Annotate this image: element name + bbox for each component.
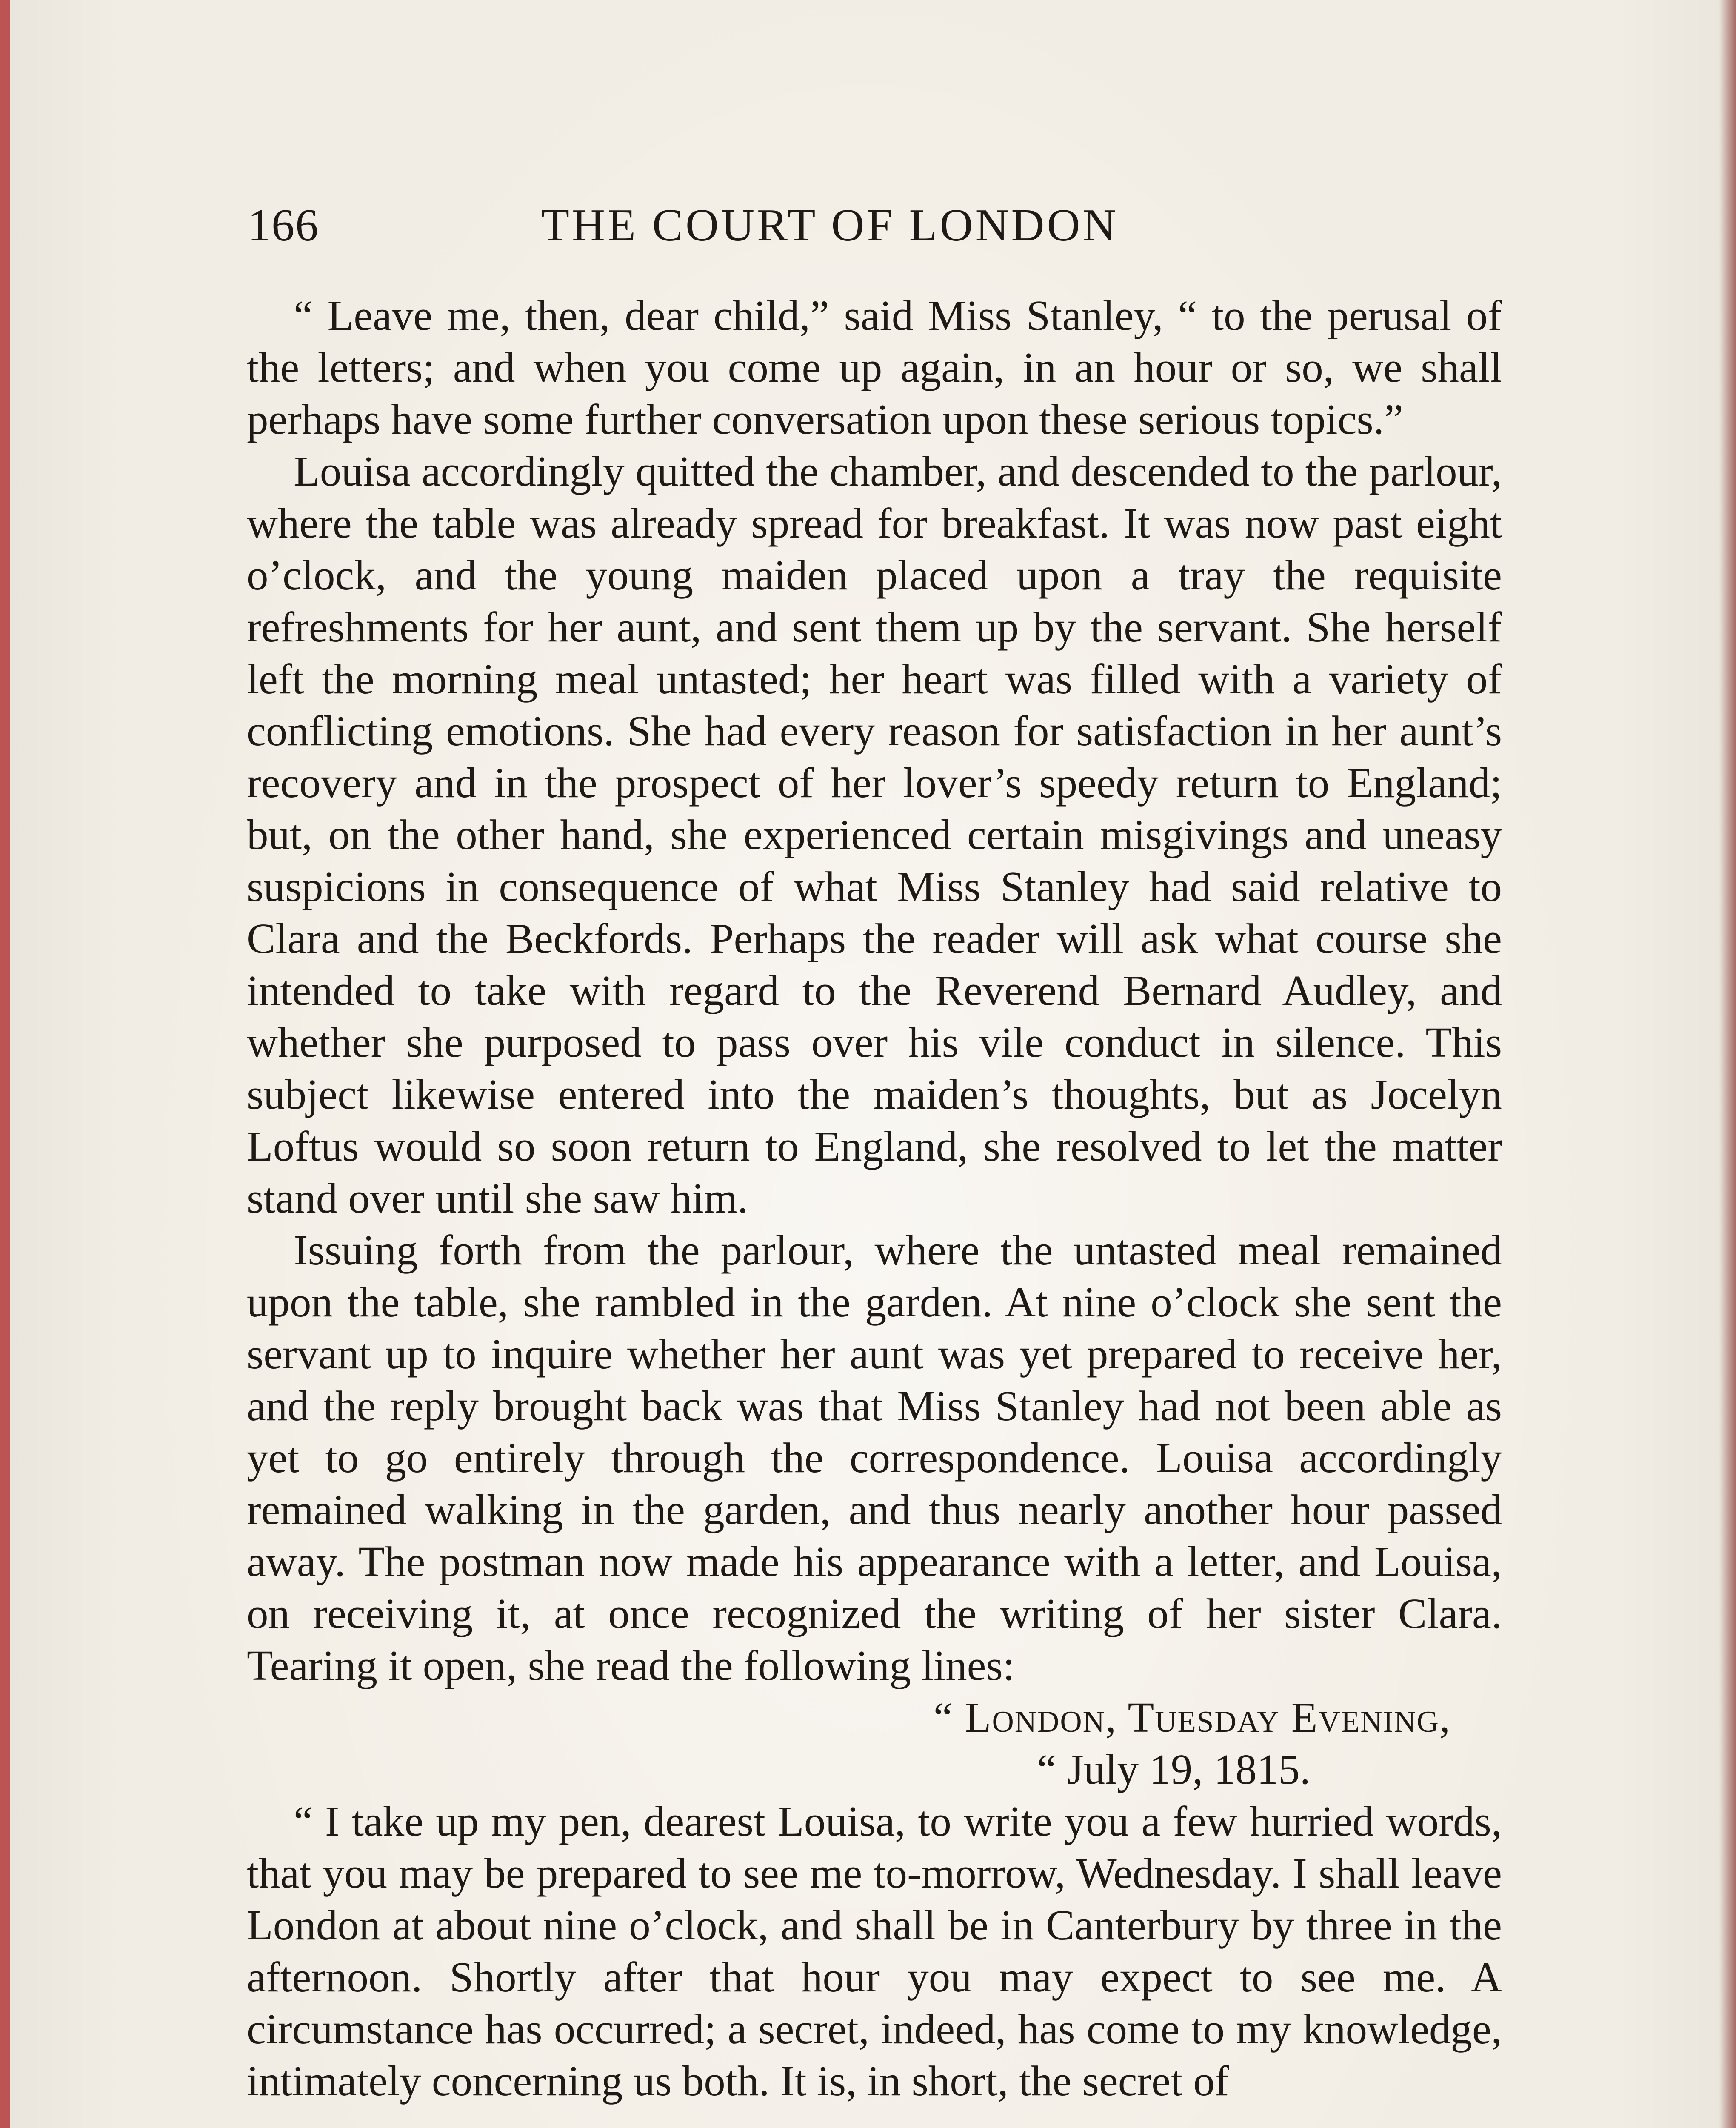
letter-dateline-place	[247, 1691, 1502, 1743]
letter-dateline-date: “ July 19, 1815.	[1037, 1745, 1311, 1793]
body-text	[247, 289, 1502, 2107]
page-number: 166	[248, 200, 319, 251]
running-title: THE COURT OF LONDON	[541, 200, 1119, 251]
paragraph: Issuing forth from the parlour, where the untasted meal remained upon the table, she rambled in the garden. At nine o’clock she sent the servant up to inquire whether her aunt was yet prepared to receive her, and the reply brought back was that Miss Stanley had not been able as yet to go entirely through the correspondence. Louisa accordingly remained walking in the garden, and thus nearly another hour passed away. The postman now made his appearance with a letter, and Louisa, on receiving it, at once recognized the writing of her sister Clara. Tearing it open, she read the following lines:	[247, 1226, 1502, 1689]
letter-dateline-place-text: “ London, Tuesday Evening,	[933, 1693, 1451, 1741]
letter-opening-paragraph: “ I take up my pen, dearest Louisa, to write you a few hurried words, that you may be prepared to see me to-morrow, Wednesday. I shall leave London at about nine o’clock, and shall be in Canterbury by three in the afternoon. Shortly after that hour you may expect to see me. A circumstance has occurred; a secret, indeed, has come to my knowledge, intimately concerning us both. It is, in short, the secret of	[247, 1797, 1502, 2105]
page-edge-right	[1719, 0, 1736, 2128]
page-edge-left	[0, 0, 10, 2128]
paragraph: “ Leave me, then, dear child,” said Miss Stanley, “ to the perusal of the letters; and when you come up again, in an hour or so, we shall perhaps have some further conversation upon these serious topics.”	[247, 292, 1502, 443]
page-header	[248, 196, 1499, 255]
paragraph: Louisa accordingly quitted the chamber, and descended to the parlour, where the table was already spread for breakfast. It was now past eight o’clock, and the young maiden placed upon a tray the requisite refreshments for her aunt, and sent them up by the servant. She herself left the morning meal untasted; her heart was filled with a variety of conflicting emotions. She had every reason for satisfaction in her aunt’s recovery and in the prospect of her lover’s speedy return to England; but, on the other hand, she experienced certain misgivings and uneasy suspicions in consequence of what Miss Stanley had said relative to Clara and the Beckfords. Perhaps the reader will ask what course she intended to take with regard to the Reverend Bernard Audley, and whether she purposed to pass over his vile conduct in silence. This subject likewise entered into the maiden’s thoughts, but as Jocelyn Loftus would so soon return to England, she resolved to let the matter stand over until she saw him.	[247, 447, 1502, 1222]
